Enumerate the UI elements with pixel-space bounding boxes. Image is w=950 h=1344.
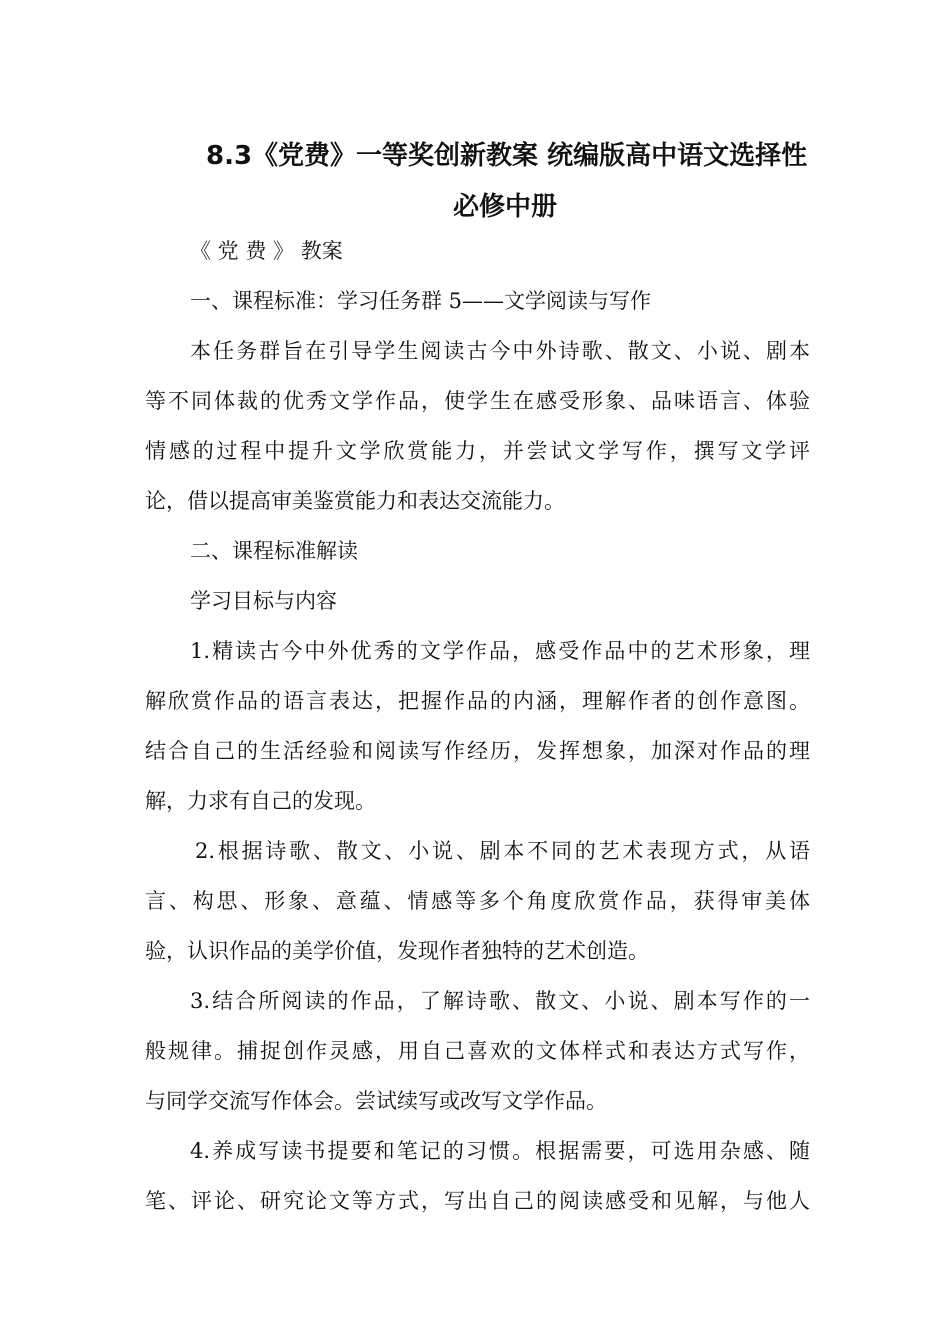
subsection-heading-learning-goals: 学习目标与内容 xyxy=(190,589,337,613)
paragraph-line: 般规律。捕捉创作灵感，用自己喜欢的文体样式和表达方式写作， xyxy=(145,1039,810,1063)
section-heading-curriculum-standard: 一、课程标准：学习任务群 5——文学阅读与写作 xyxy=(190,289,652,313)
paragraph-line: 解，力求有自己的发现。 xyxy=(145,789,376,813)
paragraph-line: 2.根据诗歌、散文、小说、剧本不同的艺术表现方式，从语 xyxy=(195,839,810,863)
paragraph-line: 4.养成写读书提要和笔记的习惯。根据需要，可选用杂感、随 xyxy=(190,1139,810,1163)
paragraph-line: 解欣赏作品的语言表达，把握作品的内涵，理解作者的创作意图。 xyxy=(145,689,810,713)
paragraph-line: 结合自己的生活经验和阅读写作经历，发挥想象，加深对作品的理 xyxy=(145,739,810,763)
paragraph-line: 言、构思、形象、意蕴、情感等多个角度欣赏作品，获得审美体 xyxy=(145,889,810,913)
paragraph-line: 情感的过程中提升文学欣赏能力，并尝试文学写作，撰写文学评 xyxy=(145,439,810,463)
document-title-line-2: 必修中册 xyxy=(452,192,557,222)
paragraph-line: 笔、评论、研究论文等方式，写出自己的阅读感受和见解，与他人 xyxy=(145,1189,810,1213)
section-heading-standard-interpretation: 二、课程标准解读 xyxy=(190,539,358,563)
lesson-plan-heading: 《 党 费 》 教案 xyxy=(190,239,343,263)
document-title-line-1: 8.3《党费》一等奖创新教案 统编版高中语文选择性 xyxy=(206,141,808,171)
paragraph-line: 1.精读古今中外优秀的文学作品，感受作品中的艺术形象，理 xyxy=(190,639,810,663)
paragraph-line: 验，认识作品的美学价值，发现作者独特的艺术创造。 xyxy=(145,939,649,963)
paragraph-line: 等不同体裁的优秀文学作品，使学生在感受形象、品味语言、体验 xyxy=(145,389,810,413)
paragraph-line: 本任务群旨在引导学生阅读古今中外诗歌、散文、小说、剧本 xyxy=(190,339,810,363)
paragraph-line: 与同学交流写作体会。尝试续写或改写文学作品。 xyxy=(145,1089,607,1113)
paragraph-line: 3.结合所阅读的作品，了解诗歌、散文、小说、剧本写作的一 xyxy=(190,989,810,1013)
paragraph-line: 论，借以提高审美鉴赏能力和表达交流能力。 xyxy=(145,489,565,513)
